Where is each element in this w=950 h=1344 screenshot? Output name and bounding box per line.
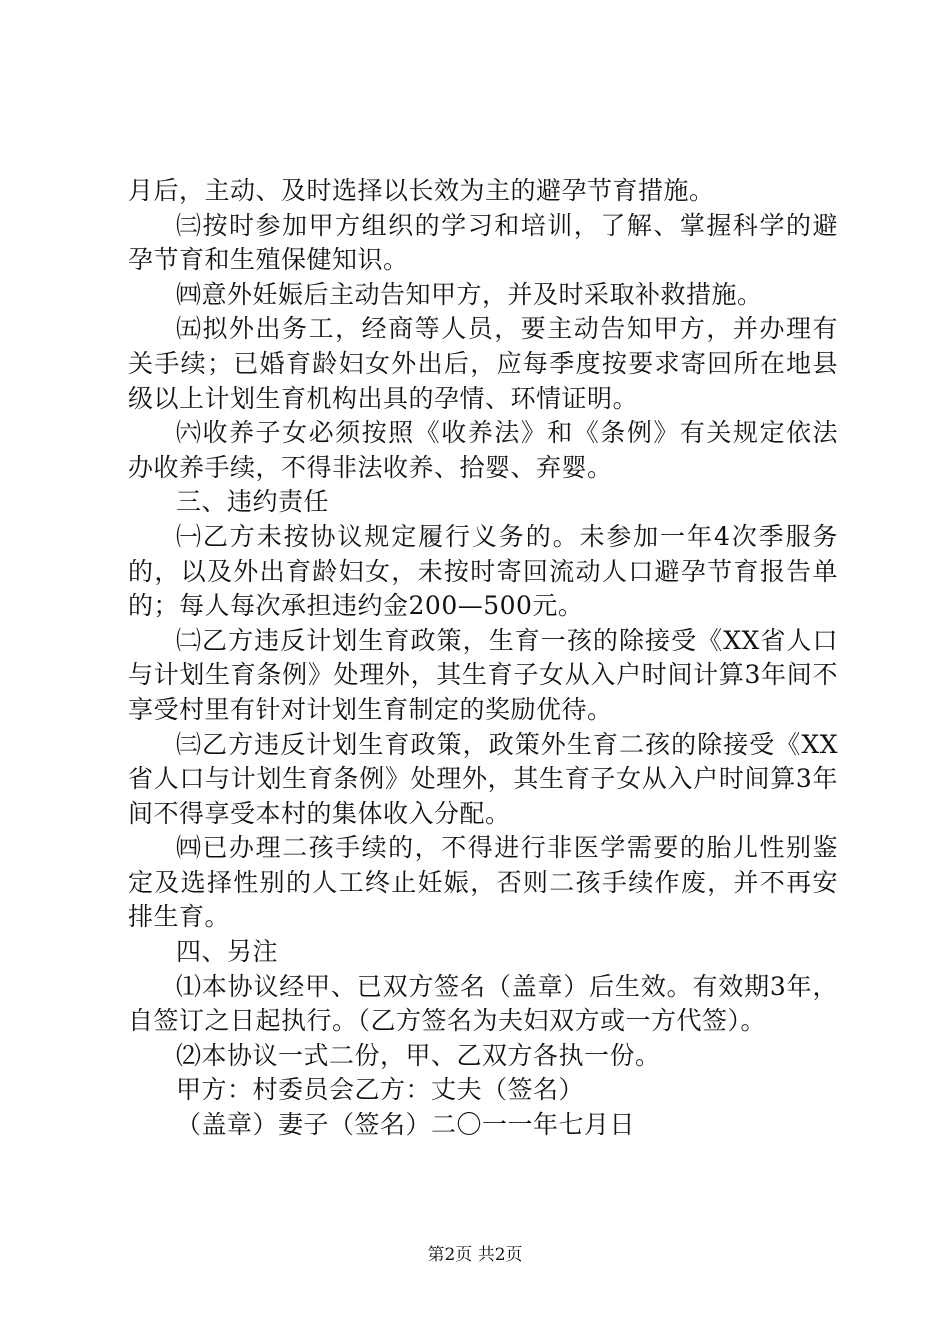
- paragraph: 三、违约责任: [176, 487, 330, 517]
- paragraph: （盖章）妻子（签名）二〇一一年七月日: [176, 1110, 636, 1140]
- paragraph: ㈣意外妊娠后主动告知甲方，并及时采取补救措施。: [176, 279, 763, 309]
- paragraph: 月后，主动、及时选择以长效为主的避孕节育措施。: [128, 176, 715, 205]
- page-footer: 第2页 共2页: [427, 1245, 523, 1265]
- paragraph: ⑵本协议一式二份，甲、乙双方各执一份。: [176, 1040, 661, 1070]
- paragraph: ⑴本协议经甲、已双方签名（盖章）后生效。有效期3年，自签订之日起执行。（乙方签名为夫妇双方或一方代签）。: [128, 971, 838, 1036]
- paragraph: ㈠乙方未按协议规定履行义务的。未参加一年4次季服务的，以及外出育龄妇女，未按时寄回流动人口避孕节育报告单的；每人每次承担违约金200—500元。: [128, 521, 838, 621]
- paragraph: ㈡乙方违反计划生育政策，生育一孩的除接受《XX省人口与计划生育条例》处理外，其生育子女从入户时间计算3年间不享受村里有针对计划生育制定的奖励优待。: [128, 625, 838, 724]
- document-body: [128, 174, 838, 1143]
- paragraph: ㈢按时参加甲方组织的学习和培训，了解、掌握科学的避孕节育和生殖保健知识。: [128, 210, 838, 275]
- paragraph: ㈢乙方违反计划生育政策，政策外生育二孩的除接受《XX省人口与计划生育条例》处理外，其生育子女从入户时间算3年间不得享受本村的集体收入分配。: [128, 729, 838, 828]
- paragraph: ㈤拟外出务工，经商等人员，要主动告知甲方，并办理有关手续；已婚育龄妇女外出后，应每季度按要求寄回所在地县级以上计划生育机构出具的孕情、环情证明。: [128, 314, 838, 413]
- paragraph: 甲方：村委员会乙方：丈夫（签名）: [176, 1075, 585, 1105]
- paragraph: ㈥收养子女必须按照《收养法》和《条例》有关规定依法办收养手续，不得非法收养、拾婴、弃婴。: [128, 418, 838, 482]
- paragraph: 四、另注: [176, 937, 279, 967]
- paragraph: ㈣已办理二孩手续的，不得进行非医学需要的胎儿性别鉴定及选择性别的人工终止妊娠，否则二孩手续作废，并不再安排生育。: [128, 833, 838, 932]
